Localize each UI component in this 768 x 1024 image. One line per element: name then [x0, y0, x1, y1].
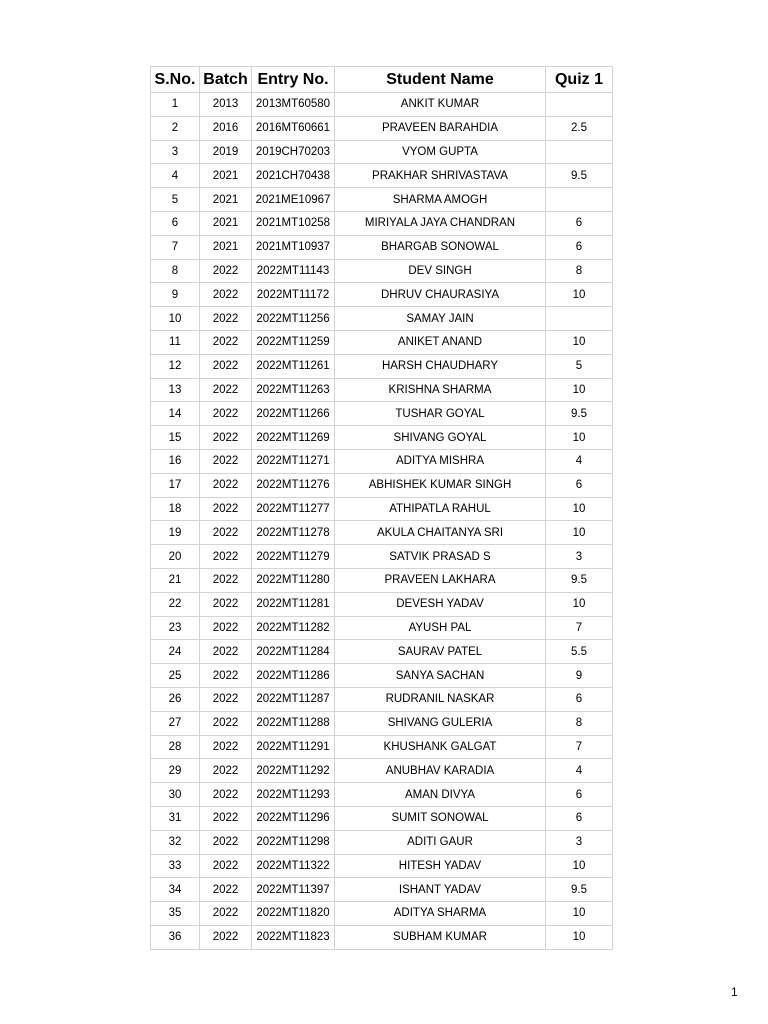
cell-quiz-1: 10 — [546, 925, 613, 949]
cell-batch: 2013 — [200, 93, 252, 117]
table-row — [151, 354, 613, 378]
cell-entry-no: 2022MT11266 — [252, 402, 335, 426]
table-row — [151, 211, 613, 235]
cell-student-name: SHIVANG GULERIA — [335, 711, 546, 735]
page-number: 1 — [731, 985, 738, 999]
table-row — [151, 902, 613, 926]
table-row — [151, 378, 613, 402]
cell-student-name: HITESH YADAV — [335, 854, 546, 878]
cell-quiz-1: 10 — [546, 426, 613, 450]
cell-sno: 23 — [151, 616, 200, 640]
cell-quiz-1: 9.5 — [546, 164, 613, 188]
cell-quiz-1: 5.5 — [546, 640, 613, 664]
cell-batch: 2022 — [200, 283, 252, 307]
cell-batch: 2021 — [200, 235, 252, 259]
cell-batch: 2022 — [200, 830, 252, 854]
cell-batch: 2022 — [200, 473, 252, 497]
cell-quiz-1: 6 — [546, 806, 613, 830]
cell-sno: 35 — [151, 902, 200, 926]
cell-entry-no: 2022MT11279 — [252, 545, 335, 569]
cell-batch: 2022 — [200, 735, 252, 759]
cell-sno: 6 — [151, 211, 200, 235]
cell-student-name: KHUSHANK GALGAT — [335, 735, 546, 759]
table-row — [151, 283, 613, 307]
cell-entry-no: 2016MT60661 — [252, 116, 335, 140]
table-row — [151, 307, 613, 331]
cell-sno: 1 — [151, 93, 200, 117]
cell-student-name: ANUBHAV KARADIA — [335, 759, 546, 783]
cell-quiz-1: 2.5 — [546, 116, 613, 140]
cell-sno: 28 — [151, 735, 200, 759]
cell-entry-no: 2022MT11280 — [252, 568, 335, 592]
cell-quiz-1: 4 — [546, 759, 613, 783]
cell-entry-no: 2022MT11296 — [252, 806, 335, 830]
table-row — [151, 687, 613, 711]
cell-student-name: ADITI GAUR — [335, 830, 546, 854]
table-row — [151, 116, 613, 140]
table-row — [151, 473, 613, 497]
cell-sno: 12 — [151, 354, 200, 378]
cell-student-name: ISHANT YADAV — [335, 878, 546, 902]
cell-quiz-1: 8 — [546, 259, 613, 283]
cell-quiz-1: 10 — [546, 854, 613, 878]
cell-quiz-1: 4 — [546, 449, 613, 473]
cell-entry-no: 2022MT11292 — [252, 759, 335, 783]
table-row — [151, 925, 613, 949]
header-entry-no: Entry No. — [252, 67, 335, 93]
cell-quiz-1 — [546, 307, 613, 331]
cell-batch: 2022 — [200, 521, 252, 545]
cell-batch: 2019 — [200, 140, 252, 164]
cell-sno: 4 — [151, 164, 200, 188]
cell-entry-no: 2021ME10967 — [252, 188, 335, 212]
cell-batch: 2022 — [200, 806, 252, 830]
cell-entry-no: 2022MT11298 — [252, 830, 335, 854]
cell-sno: 5 — [151, 188, 200, 212]
cell-entry-no: 2022MT11271 — [252, 449, 335, 473]
cell-student-name: PRAVEEN BARAHDIA — [335, 116, 546, 140]
cell-student-name: SAMAY JAIN — [335, 307, 546, 331]
cell-student-name: ATHIPATLA RAHUL — [335, 497, 546, 521]
cell-student-name: SANYA SACHAN — [335, 664, 546, 688]
cell-student-name: ANKIT KUMAR — [335, 93, 546, 117]
cell-student-name: AYUSH PAL — [335, 616, 546, 640]
cell-student-name: SUMIT SONOWAL — [335, 806, 546, 830]
cell-entry-no: 2022MT11259 — [252, 330, 335, 354]
cell-student-name: KRISHNA SHARMA — [335, 378, 546, 402]
cell-sno: 20 — [151, 545, 200, 569]
table-row — [151, 640, 613, 664]
cell-batch: 2022 — [200, 854, 252, 878]
cell-entry-no: 2022MT11143 — [252, 259, 335, 283]
cell-student-name: SUBHAM KUMAR — [335, 925, 546, 949]
cell-student-name: DEV SINGH — [335, 259, 546, 283]
cell-quiz-1: 10 — [546, 902, 613, 926]
table-row — [151, 664, 613, 688]
cell-batch: 2022 — [200, 640, 252, 664]
cell-quiz-1: 10 — [546, 330, 613, 354]
cell-entry-no: 2022MT11282 — [252, 616, 335, 640]
cell-batch: 2022 — [200, 687, 252, 711]
header-student-name: Student Name — [335, 67, 546, 93]
cell-sno: 29 — [151, 759, 200, 783]
table-row — [151, 616, 613, 640]
cell-quiz-1: 3 — [546, 830, 613, 854]
table-row — [151, 497, 613, 521]
cell-sno: 10 — [151, 307, 200, 331]
cell-batch: 2022 — [200, 497, 252, 521]
cell-sno: 32 — [151, 830, 200, 854]
cell-sno: 27 — [151, 711, 200, 735]
cell-student-name: SHIVANG GOYAL — [335, 426, 546, 450]
table-row — [151, 93, 613, 117]
cell-student-name: RUDRANIL NASKAR — [335, 687, 546, 711]
cell-student-name: ANIKET ANAND — [335, 330, 546, 354]
cell-sno: 24 — [151, 640, 200, 664]
table-row — [151, 711, 613, 735]
cell-entry-no: 2022MT11269 — [252, 426, 335, 450]
cell-student-name: AMAN DIVYA — [335, 783, 546, 807]
cell-batch: 2022 — [200, 426, 252, 450]
cell-entry-no: 2022MT11277 — [252, 497, 335, 521]
cell-sno: 13 — [151, 378, 200, 402]
cell-quiz-1: 7 — [546, 735, 613, 759]
cell-entry-no: 2022MT11293 — [252, 783, 335, 807]
cell-batch: 2022 — [200, 545, 252, 569]
cell-student-name: SHARMA AMOGH — [335, 188, 546, 212]
cell-student-name: AKULA CHAITANYA SRI — [335, 521, 546, 545]
cell-batch: 2022 — [200, 592, 252, 616]
cell-sno: 22 — [151, 592, 200, 616]
cell-sno: 34 — [151, 878, 200, 902]
table-row — [151, 878, 613, 902]
cell-sno: 11 — [151, 330, 200, 354]
cell-student-name: MIRIYALA JAYA CHANDRAN — [335, 211, 546, 235]
cell-entry-no: 2022MT11281 — [252, 592, 335, 616]
cell-sno: 7 — [151, 235, 200, 259]
table-row — [151, 854, 613, 878]
cell-quiz-1 — [546, 140, 613, 164]
cell-student-name: DEVESH YADAV — [335, 592, 546, 616]
cell-student-name: PRAKHAR SHRIVASTAVA — [335, 164, 546, 188]
table-row — [151, 521, 613, 545]
cell-sno: 31 — [151, 806, 200, 830]
cell-batch: 2022 — [200, 402, 252, 426]
cell-entry-no: 2022MT11397 — [252, 878, 335, 902]
table-row — [151, 330, 613, 354]
cell-quiz-1: 10 — [546, 378, 613, 402]
cell-student-name: ADITYA SHARMA — [335, 902, 546, 926]
table-row — [151, 830, 613, 854]
cell-batch: 2022 — [200, 307, 252, 331]
cell-entry-no: 2022MT11322 — [252, 854, 335, 878]
cell-quiz-1: 6 — [546, 235, 613, 259]
cell-student-name: SAURAV PATEL — [335, 640, 546, 664]
cell-student-name: SATVIK PRASAD S — [335, 545, 546, 569]
header-row — [151, 67, 613, 93]
cell-batch: 2022 — [200, 759, 252, 783]
cell-entry-no: 2022MT11278 — [252, 521, 335, 545]
cell-sno: 30 — [151, 783, 200, 807]
cell-entry-no: 2022MT11287 — [252, 687, 335, 711]
table-row — [151, 545, 613, 569]
cell-batch: 2022 — [200, 449, 252, 473]
cell-batch: 2022 — [200, 354, 252, 378]
cell-student-name: HARSH CHAUDHARY — [335, 354, 546, 378]
header-quiz-1: Quiz 1 — [546, 67, 613, 93]
table-row — [151, 402, 613, 426]
cell-entry-no: 2022MT11256 — [252, 307, 335, 331]
cell-batch: 2022 — [200, 568, 252, 592]
cell-sno: 33 — [151, 854, 200, 878]
cell-sno: 2 — [151, 116, 200, 140]
table-row — [151, 140, 613, 164]
cell-batch: 2022 — [200, 330, 252, 354]
table-row — [151, 783, 613, 807]
cell-batch: 2022 — [200, 259, 252, 283]
table-body — [151, 93, 613, 950]
cell-quiz-1: 7 — [546, 616, 613, 640]
cell-sno: 25 — [151, 664, 200, 688]
table-row — [151, 449, 613, 473]
cell-quiz-1: 8 — [546, 711, 613, 735]
table-row — [151, 568, 613, 592]
cell-entry-no: 2022MT11172 — [252, 283, 335, 307]
cell-sno: 36 — [151, 925, 200, 949]
cell-sno: 19 — [151, 521, 200, 545]
cell-student-name: BHARGAB SONOWAL — [335, 235, 546, 259]
cell-entry-no: 2022MT11286 — [252, 664, 335, 688]
cell-student-name: ABHISHEK KUMAR SINGH — [335, 473, 546, 497]
table-row — [151, 426, 613, 450]
grades-table — [150, 66, 613, 950]
cell-student-name: DHRUV CHAURASIYA — [335, 283, 546, 307]
cell-student-name: VYOM GUPTA — [335, 140, 546, 164]
cell-entry-no: 2021MT10258 — [252, 211, 335, 235]
cell-student-name: PRAVEEN LAKHARA — [335, 568, 546, 592]
header-batch: Batch — [200, 67, 252, 93]
table-row — [151, 164, 613, 188]
table-row — [151, 235, 613, 259]
cell-quiz-1: 10 — [546, 497, 613, 521]
cell-sno: 16 — [151, 449, 200, 473]
cell-sno: 8 — [151, 259, 200, 283]
cell-quiz-1: 9.5 — [546, 402, 613, 426]
cell-batch: 2022 — [200, 902, 252, 926]
cell-entry-no: 2022MT11288 — [252, 711, 335, 735]
cell-batch: 2022 — [200, 664, 252, 688]
table-row — [151, 735, 613, 759]
cell-batch: 2022 — [200, 616, 252, 640]
cell-quiz-1: 10 — [546, 283, 613, 307]
cell-batch: 2022 — [200, 711, 252, 735]
cell-quiz-1: 6 — [546, 783, 613, 807]
cell-quiz-1: 6 — [546, 473, 613, 497]
cell-sno: 14 — [151, 402, 200, 426]
cell-batch: 2021 — [200, 164, 252, 188]
cell-entry-no: 2022MT11261 — [252, 354, 335, 378]
cell-quiz-1 — [546, 188, 613, 212]
cell-sno: 26 — [151, 687, 200, 711]
table-row — [151, 592, 613, 616]
cell-batch: 2021 — [200, 188, 252, 212]
table-row — [151, 759, 613, 783]
cell-batch: 2022 — [200, 783, 252, 807]
cell-batch: 2021 — [200, 211, 252, 235]
cell-entry-no: 2022MT11263 — [252, 378, 335, 402]
cell-quiz-1: 5 — [546, 354, 613, 378]
cell-quiz-1: 10 — [546, 592, 613, 616]
cell-quiz-1 — [546, 93, 613, 117]
table-row — [151, 188, 613, 212]
cell-quiz-1: 10 — [546, 521, 613, 545]
cell-quiz-1: 6 — [546, 687, 613, 711]
cell-batch: 2022 — [200, 878, 252, 902]
cell-entry-no: 2022MT11820 — [252, 902, 335, 926]
cell-quiz-1: 6 — [546, 211, 613, 235]
cell-student-name: TUSHAR GOYAL — [335, 402, 546, 426]
cell-entry-no: 2022MT11276 — [252, 473, 335, 497]
cell-entry-no: 2013MT60580 — [252, 93, 335, 117]
cell-sno: 17 — [151, 473, 200, 497]
header-sno: S.No. — [151, 67, 200, 93]
cell-entry-no: 2022MT11291 — [252, 735, 335, 759]
cell-sno: 18 — [151, 497, 200, 521]
cell-entry-no: 2021CH70438 — [252, 164, 335, 188]
cell-entry-no: 2021MT10937 — [252, 235, 335, 259]
cell-quiz-1: 9.5 — [546, 878, 613, 902]
cell-sno: 9 — [151, 283, 200, 307]
cell-quiz-1: 3 — [546, 545, 613, 569]
cell-sno: 15 — [151, 426, 200, 450]
cell-quiz-1: 9.5 — [546, 568, 613, 592]
table-row — [151, 806, 613, 830]
table-row — [151, 259, 613, 283]
cell-batch: 2022 — [200, 378, 252, 402]
cell-entry-no: 2019CH70203 — [252, 140, 335, 164]
cell-entry-no: 2022MT11284 — [252, 640, 335, 664]
cell-batch: 2022 — [200, 925, 252, 949]
cell-batch: 2016 — [200, 116, 252, 140]
cell-quiz-1: 9 — [546, 664, 613, 688]
cell-student-name: ADITYA MISHRA — [335, 449, 546, 473]
cell-sno: 21 — [151, 568, 200, 592]
cell-entry-no: 2022MT11823 — [252, 925, 335, 949]
cell-sno: 3 — [151, 140, 200, 164]
